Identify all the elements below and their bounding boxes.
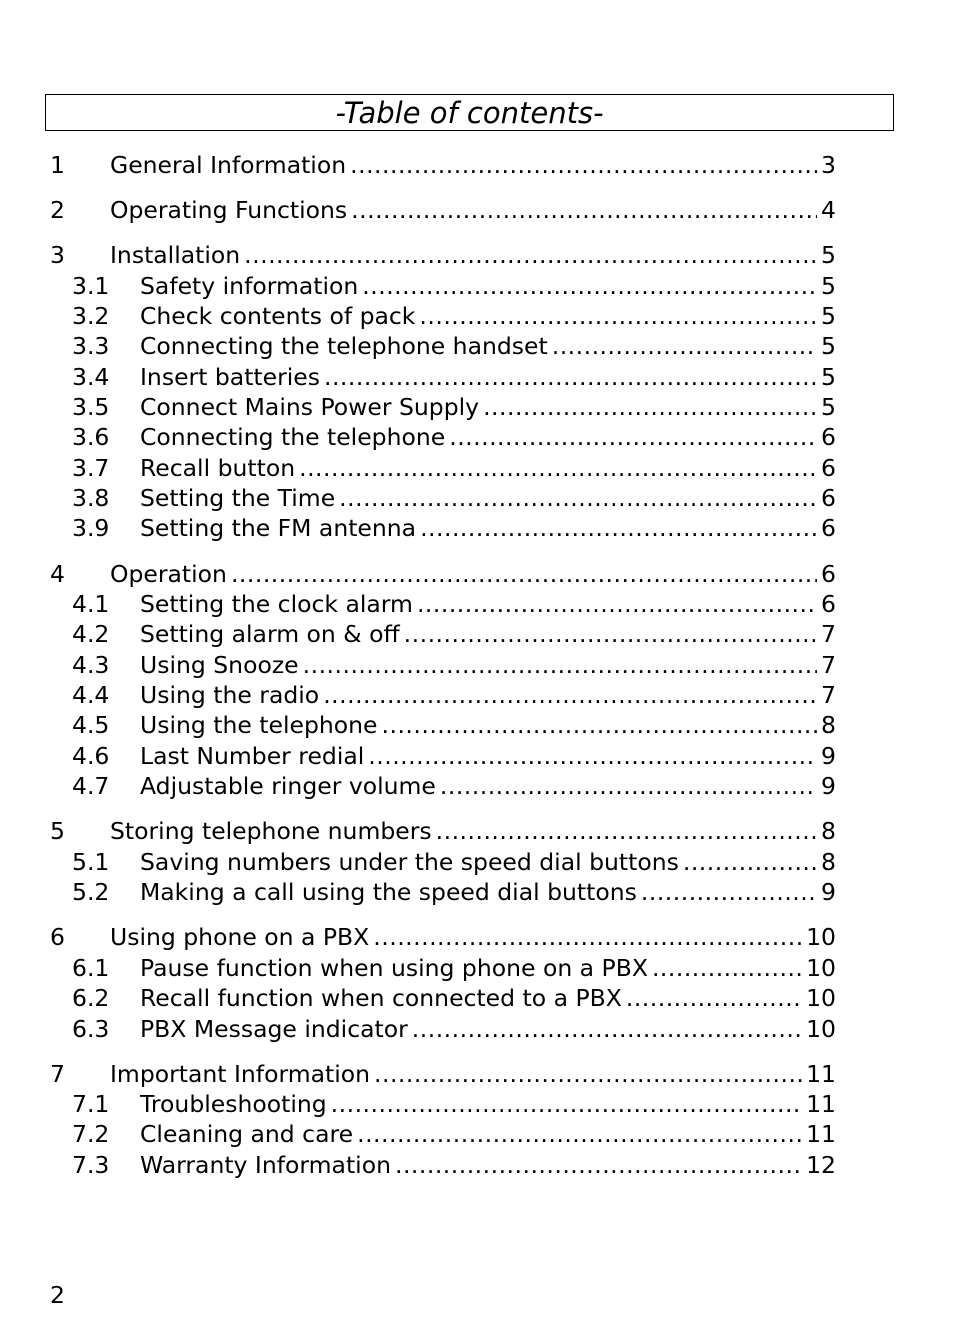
- toc-entry-number: 4.6: [72, 742, 110, 770]
- toc-entry-number: 1: [50, 151, 65, 179]
- toc-entry-page: 5: [821, 332, 836, 360]
- toc-entry-number: 3.8: [72, 484, 110, 512]
- toc-entry-leader-dots: [368, 741, 817, 771]
- toc-entry[interactable]: [50, 195, 836, 225]
- toc-entry[interactable]: [50, 362, 836, 392]
- toc-entry-label: Recall function when connected to a PBX: [140, 984, 622, 1012]
- toc-entry[interactable]: [50, 331, 836, 361]
- toc-entry-label: Operation: [110, 560, 227, 588]
- toc-entry-label: Setting the FM antenna: [140, 514, 417, 542]
- toc-entry-page: 7: [821, 651, 836, 679]
- toc-entry-label: Adjustable ringer volume: [140, 772, 436, 800]
- toc-entry-page: 11: [806, 1060, 836, 1088]
- toc-title: -Table of contents-: [45, 94, 894, 131]
- toc-entry[interactable]: [50, 710, 836, 740]
- toc-entry-page: 9: [821, 878, 836, 906]
- toc-entry[interactable]: [50, 741, 836, 771]
- toc-entry[interactable]: [50, 589, 836, 619]
- toc-entry-page: 5: [821, 302, 836, 330]
- toc-entry-number: 4.4: [72, 681, 110, 709]
- toc-entry-page: 6: [821, 514, 836, 542]
- toc-entry-page: 6: [821, 454, 836, 482]
- toc-entry-label: Using Snooze: [140, 651, 299, 679]
- toc-entry-page: 8: [821, 848, 836, 876]
- toc-entry-number: 3.5: [72, 393, 110, 421]
- toc-entry-label: PBX Message indicator: [140, 1015, 408, 1043]
- toc-entry-label: Setting the clock alarm: [140, 590, 413, 618]
- toc-entry-number: 4.1: [72, 590, 110, 618]
- toc-entry-label: Making a call using the speed dial buttons: [140, 878, 637, 906]
- toc-entry-leader-dots: [395, 1150, 802, 1180]
- toc-entry-number: 7: [50, 1060, 65, 1088]
- toc-entry-number: 3.7: [72, 454, 110, 482]
- toc-entry-leader-dots: [483, 392, 817, 422]
- toc-entry-leader-dots: [417, 589, 817, 619]
- toc-entry[interactable]: [50, 816, 836, 846]
- toc-entry-leader-dots: [244, 240, 817, 270]
- toc-entry-label: Storing telephone numbers: [110, 817, 432, 845]
- toc-entry-page: 6: [821, 484, 836, 512]
- toc-entry-label: Pause function when using phone on a PBX: [140, 954, 648, 982]
- toc-entry-leader-dots: [324, 362, 817, 392]
- toc-entry-leader-dots: [652, 953, 802, 983]
- toc-entry-leader-dots: [339, 483, 817, 513]
- toc-entry[interactable]: [50, 877, 836, 907]
- toc-entry-page: 3: [821, 151, 836, 179]
- toc-entry[interactable]: [50, 1089, 836, 1119]
- toc-entry-page: 10: [806, 984, 836, 1012]
- toc-entry[interactable]: [50, 301, 836, 331]
- toc-entry-leader-dots: [357, 1119, 802, 1149]
- toc-entry-leader-dots: [362, 271, 817, 301]
- toc-entry-leader-dots: [683, 847, 817, 877]
- toc-entry-leader-dots: [440, 771, 817, 801]
- toc-entry-label: Operating Functions: [110, 196, 348, 224]
- toc-entry-label: Last Number redial: [140, 742, 365, 770]
- toc-entry[interactable]: [50, 1059, 836, 1089]
- toc-entry-label: Saving numbers under the speed dial buttons: [140, 848, 679, 876]
- toc-entry-leader-dots: [420, 513, 817, 543]
- toc-entry-page: 8: [821, 711, 836, 739]
- toc-entry-leader-dots: [449, 422, 817, 452]
- toc-entry-number: 3: [50, 241, 65, 269]
- toc-entry-label: Using phone on a PBX: [110, 923, 370, 951]
- toc-entry-number: 3.1: [72, 272, 110, 300]
- toc-entry-label: Insert batteries: [140, 363, 320, 391]
- toc-entry-number: 3.6: [72, 423, 110, 451]
- toc-entry[interactable]: [50, 1119, 836, 1149]
- toc-entry-leader-dots: [374, 1059, 802, 1089]
- toc-entry-leader-dots: [331, 1089, 802, 1119]
- toc-entry-page: 10: [806, 923, 836, 951]
- toc-entry-number: 6.2: [72, 984, 110, 1012]
- toc-entry-label: Troubleshooting: [140, 1090, 327, 1118]
- toc-entry-leader-dots: [299, 453, 817, 483]
- toc-entry-page: 5: [821, 272, 836, 300]
- toc-entry-number: 3.3: [72, 332, 110, 360]
- toc-entry-label: Check contents of pack: [140, 302, 416, 330]
- toc-entry-page: 7: [821, 681, 836, 709]
- toc-entry[interactable]: [50, 771, 836, 801]
- toc-entry[interactable]: [50, 559, 836, 589]
- toc-entry-leader-dots: [552, 331, 817, 361]
- toc-entry[interactable]: [50, 1014, 836, 1044]
- toc-entry-page: 6: [821, 590, 836, 618]
- toc-entry-label: Recall button: [140, 454, 296, 482]
- toc-entry-number: 7.3: [72, 1151, 110, 1179]
- toc-entry-label: Warranty Information: [140, 1151, 391, 1179]
- toc-entry-number: 6.1: [72, 954, 110, 982]
- toc-entry-label: Connecting the telephone: [140, 423, 446, 451]
- toc-entry-page: 7: [821, 620, 836, 648]
- toc-entry[interactable]: [50, 271, 836, 301]
- toc-entry-label: Setting the Time: [140, 484, 336, 512]
- toc-entry[interactable]: [50, 240, 836, 270]
- toc-entry-page: 10: [806, 954, 836, 982]
- toc-entry-number: 6: [50, 923, 65, 951]
- toc-entry-leader-dots: [351, 195, 817, 225]
- toc-entry[interactable]: [50, 953, 836, 983]
- toc-entry-page: 9: [821, 772, 836, 800]
- toc-entry-page: 11: [806, 1090, 836, 1118]
- toc-entry[interactable]: [50, 619, 836, 649]
- toc-entry[interactable]: [50, 650, 836, 680]
- toc-entry-number: 3.4: [72, 363, 110, 391]
- toc-entry[interactable]: [50, 922, 836, 952]
- toc-entry-number: 4: [50, 560, 65, 588]
- toc-entry[interactable]: [50, 513, 836, 543]
- toc-entry-label: Important Information: [110, 1060, 371, 1088]
- toc-entry-leader-dots: [350, 150, 817, 180]
- toc-entry-leader-dots: [641, 877, 817, 907]
- toc-entry-page: 5: [821, 363, 836, 391]
- toc-entry-label: Safety information: [140, 272, 359, 300]
- toc-entry-number: 4.5: [72, 711, 110, 739]
- toc-entry[interactable]: [50, 680, 836, 710]
- toc-entry-leader-dots: [419, 301, 817, 331]
- toc-entry-page: 8: [821, 817, 836, 845]
- toc-entry-number: 4.2: [72, 620, 110, 648]
- toc-entry-number: 7.1: [72, 1090, 110, 1118]
- toc-entry-label: Installation: [110, 241, 241, 269]
- toc-entry[interactable]: [50, 1150, 836, 1180]
- toc-entry-number: 5.1: [72, 848, 110, 876]
- toc-entry-label: Using the radio: [140, 681, 320, 709]
- toc-entry-number: 4.7: [72, 772, 110, 800]
- toc-entry[interactable]: [50, 392, 836, 422]
- toc-entry-number: 2: [50, 196, 65, 224]
- toc-entry-leader-dots: [373, 922, 802, 952]
- toc-entry-number: 6.3: [72, 1015, 110, 1043]
- toc-entry-leader-dots: [231, 559, 817, 589]
- toc-entry-label: Using the telephone: [140, 711, 378, 739]
- toc-entry-number: 7.2: [72, 1120, 110, 1148]
- toc-entry-number: 3.2: [72, 302, 110, 330]
- toc-entry-label: Setting alarm on & off: [140, 620, 400, 648]
- toc-entry-number: 5: [50, 817, 65, 845]
- toc-entry-label: Connecting the telephone handset: [140, 332, 548, 360]
- toc-entry[interactable]: [50, 983, 836, 1013]
- toc-entry-page: 5: [821, 241, 836, 269]
- toc-entry-leader-dots: [303, 650, 817, 680]
- toc-entry-leader-dots: [412, 1014, 802, 1044]
- toc-entry-label: Cleaning and care: [140, 1120, 354, 1148]
- toc-entry-leader-dots: [382, 710, 818, 740]
- toc-entry[interactable]: [50, 422, 836, 452]
- toc-entry-page: 4: [821, 196, 836, 224]
- toc-entry-number: 5.2: [72, 878, 110, 906]
- toc-entry-number: 4.3: [72, 651, 110, 679]
- toc-entry-leader-dots: [436, 816, 817, 846]
- toc-entry-leader-dots: [404, 619, 817, 649]
- toc-entry-number: 3.9: [72, 514, 110, 542]
- toc-entry-page: 5: [821, 393, 836, 421]
- toc-entry-leader-dots: [323, 680, 817, 710]
- toc-entry-page: 10: [806, 1015, 836, 1043]
- toc-entry-page: 6: [821, 423, 836, 451]
- toc-entry-page: 12: [806, 1151, 836, 1179]
- toc-entry-label: Connect Mains Power Supply: [140, 393, 480, 421]
- toc-entry-page: 9: [821, 742, 836, 770]
- toc-entry[interactable]: [50, 150, 836, 180]
- toc-entry[interactable]: [50, 483, 836, 513]
- toc-entry[interactable]: [50, 847, 836, 877]
- page-number: 2: [50, 1281, 65, 1309]
- toc-entry-page: 11: [806, 1120, 836, 1148]
- toc-entry-leader-dots: [626, 983, 802, 1013]
- toc-entry[interactable]: [50, 453, 836, 483]
- toc-entry-label: General Information: [110, 151, 347, 179]
- toc-entry-page: 6: [821, 560, 836, 588]
